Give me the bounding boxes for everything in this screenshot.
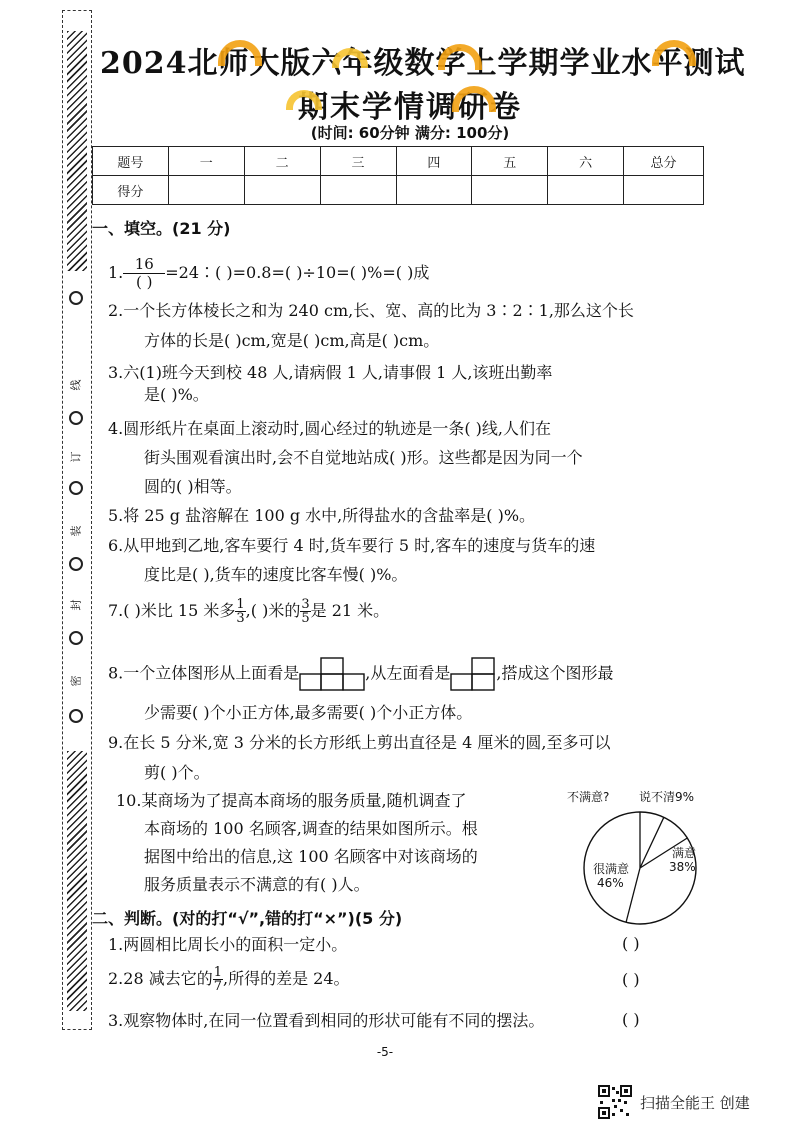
score-cell[interactable]	[244, 176, 320, 205]
frac-num: 1	[213, 965, 222, 980]
table-cell: 三	[320, 147, 396, 176]
table-cell: 得分	[93, 176, 169, 205]
binding-ring	[69, 411, 83, 425]
frac-num: 3	[301, 597, 310, 612]
label-very-satisfied: 很满意	[593, 862, 630, 876]
question-3-line-2: 是( )%。	[144, 385, 209, 404]
section-1-heading: 一、填空。(21 分)	[92, 219, 231, 238]
label-satisfied-pct: 38%	[669, 860, 696, 874]
q-text: 7.( )米比 15 米多	[108, 601, 236, 620]
table-row	[93, 176, 704, 205]
question-6-line-2: 度比是( ),货车的速度比客车慢( )%。	[144, 565, 408, 584]
qr-code-icon	[598, 1085, 632, 1119]
q-text: ,从左面看是	[365, 663, 451, 683]
frac-den: 3	[236, 611, 245, 626]
judge-2	[108, 966, 350, 993]
hatch-top	[67, 31, 87, 271]
question-3-line-1: 3.六(1)班今天到校 48 人,请病假 1 人,请事假 1 人,该班出勤率	[108, 363, 553, 382]
frac-num: 1	[236, 597, 245, 612]
fraction	[213, 966, 223, 993]
score-table	[92, 146, 704, 205]
binding-ring	[69, 709, 83, 723]
binding-ring	[69, 291, 83, 305]
table-cell: 总分	[624, 147, 704, 176]
exam-info: (时间: 60分钟 满分: 100分)	[310, 124, 510, 142]
table-cell: 五	[472, 147, 548, 176]
score-cell[interactable]	[320, 176, 396, 205]
binding-ring	[69, 631, 83, 645]
table-cell: 二	[244, 147, 320, 176]
q-text: 是 21 米。	[310, 601, 390, 620]
binding-char: 封	[69, 599, 83, 611]
question-7	[108, 598, 389, 625]
table-row	[93, 147, 704, 176]
answer-paren[interactable]: ( )	[622, 1010, 640, 1029]
score-cell[interactable]	[548, 176, 624, 205]
binding-ring	[69, 481, 83, 495]
question-9-line-2: 剪( )个。	[144, 763, 210, 782]
question-4-line-3: 圆的( )相等。	[144, 477, 242, 496]
question-9-line-1: 9.在长 5 分米,宽 3 分米的长方形纸上剪出直径是 4 厘米的圆,至多可以	[108, 733, 611, 752]
question-6-line-1: 6.从甲地到乙地,客车要行 4 时,货车要行 5 时,客车的速度与货车的速	[108, 536, 596, 555]
hatch-bottom	[67, 751, 87, 1011]
scanner-watermark	[598, 1082, 750, 1122]
binding-char: 密	[69, 675, 83, 687]
table-cell: 四	[396, 147, 472, 176]
q-text: =24∶( )=0.8=( )÷10=( )%=( )成	[165, 263, 430, 282]
question-4-line-1: 4.圆形纸片在桌面上滚动时,圆心经过的轨迹是一条( )线,人们在	[108, 419, 552, 438]
left-view-figure	[450, 656, 496, 692]
question-10-line-3: 据图中给出的信息,这 100 名顾客中对该商场的	[144, 847, 478, 866]
fraction	[300, 598, 310, 625]
binding-margin	[62, 10, 92, 1030]
question-10-line-2: 本商场的 100 名顾客,调查的结果如图所示。根	[144, 819, 478, 838]
question-10-line-1: 10.某商场为了提高本商场的服务质量,随机调查了	[116, 791, 467, 810]
binding-char: 线	[69, 379, 83, 391]
table-cell: 六	[548, 147, 624, 176]
table-cell: 题号	[93, 147, 169, 176]
score-cell[interactable]	[168, 176, 244, 205]
score-cell[interactable]	[396, 176, 472, 205]
title-line-2: 期末学情调研卷	[298, 90, 522, 125]
frac-num: 16	[123, 256, 165, 274]
fraction	[123, 256, 165, 291]
table-cell: 一	[168, 147, 244, 176]
label-satisfied: 满意	[672, 846, 697, 860]
binding-ring	[69, 557, 83, 571]
binding-char: 装	[69, 525, 83, 537]
answer-paren[interactable]: ( )	[622, 934, 640, 953]
question-8-line-2: 少需要( )个小正方体,最多需要( )个小正方体。	[144, 703, 473, 722]
fraction	[235, 598, 245, 625]
q-text: ,( )米的	[245, 601, 301, 620]
q-text: 2.28 减去它的	[108, 969, 213, 988]
q-number: 1.	[108, 263, 124, 282]
label-very-satisfied-pct: 46%	[597, 876, 624, 890]
binding-char: 订	[69, 451, 83, 463]
label-unsatisfied: 不满意?	[567, 790, 610, 804]
label-unclear: 说不清9%	[639, 790, 695, 804]
scanner-text: 扫描全能王 创建	[640, 1093, 750, 1112]
pie-chart	[565, 786, 715, 926]
page-number: -5-	[376, 1045, 394, 1059]
question-2-line-1: 2.一个长方体棱长之和为 240 cm,长、宽、高的比为 3∶2∶1,那么这个长	[108, 301, 634, 320]
question-4-line-2: 街头围观看演出时,会不自觉地站成( )形。这些都是因为同一个	[144, 448, 583, 467]
question-10-line-4: 服务质量表示不满意的有( )人。	[144, 875, 370, 894]
question-5: 5.将 25 g 盐溶解在 100 g 水中,所得盐水的含盐率是( )%。	[108, 506, 536, 525]
frac-den: ( )	[136, 273, 153, 291]
judge-1: 1.两圆相比周长小的面积一定小。	[108, 935, 348, 954]
q-text: ,所得的差是 24。	[223, 969, 350, 988]
question-2-line-2: 方体的长是( )cm,宽是( )cm,高是( )cm。	[144, 331, 440, 350]
score-cell[interactable]	[472, 176, 548, 205]
section-2-heading: 二、判断。(对的打“√”,错的打“×”)(5 分)	[92, 909, 403, 928]
question-8-line-1	[108, 656, 613, 692]
top-view-figure	[299, 656, 365, 692]
q-text: ,搭成这个图形最	[496, 663, 614, 683]
frac-den: 5	[301, 611, 310, 626]
frac-den: 7	[213, 979, 222, 994]
q-text: 8.一个立体图形从上面看是	[108, 663, 300, 683]
answer-paren[interactable]: ( )	[622, 970, 640, 989]
score-cell[interactable]	[624, 176, 704, 205]
question-1	[108, 256, 429, 291]
title-line-1: 2024北师大版六年级数学上学期学业水平测试	[100, 46, 746, 81]
judge-3: 3.观察物体时,在同一位置看到相同的形状可能有不同的摆法。	[108, 1011, 545, 1030]
